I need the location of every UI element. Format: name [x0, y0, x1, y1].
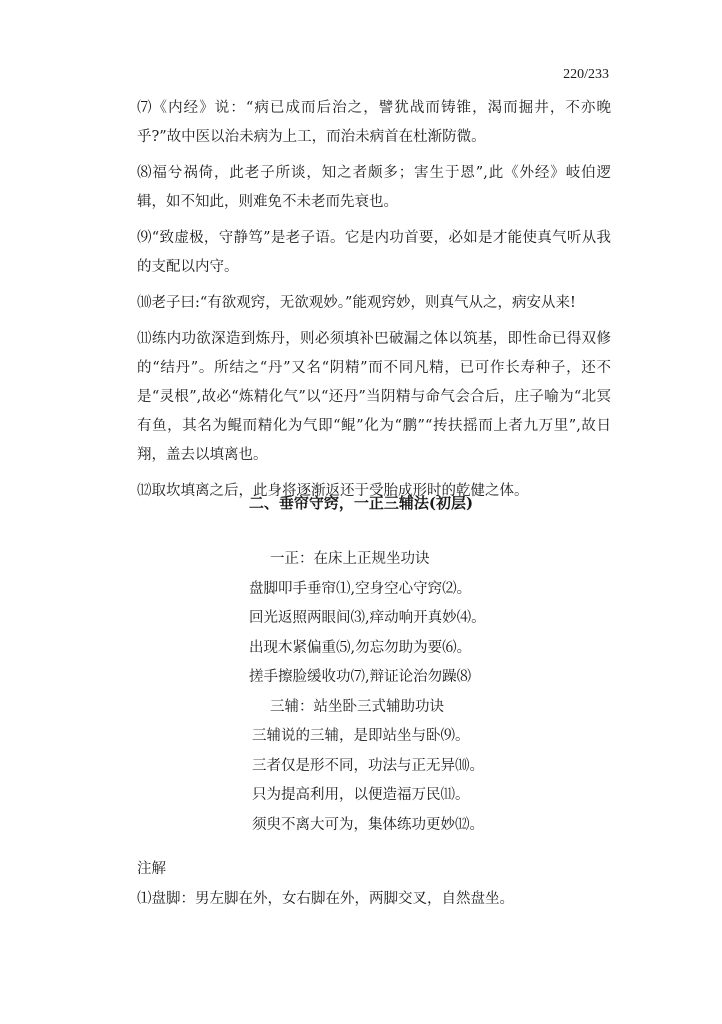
- poem-line: 出现木紧偏重⑸,勿忘勿助为要⑹。: [249, 639, 472, 656]
- annotation-item: ⑴盘脚：男左脚在外，女右脚在外，两脚交叉，自然盘坐。: [137, 891, 514, 907]
- poem-line: 盘脚叩手垂帘⑴,空身空心守窍⑵。: [249, 580, 472, 597]
- poem-section: [0, 545, 722, 840]
- poem-heading-san-fu: 三辅：站坐卧三式辅助功诀: [270, 698, 444, 715]
- notes-section: [137, 94, 611, 513]
- poem-line: 回光返照两眼间⑶,痒动响开真妙⑷。: [249, 610, 486, 626]
- poem-line: 三辅说的三辅，是即站坐与卧⑼。: [252, 728, 470, 744]
- annotation-section: [137, 858, 611, 910]
- note-9: ⑼“致虚极，守静笃”是老子语。它是内功首要，必如是才能使真气听从我的支配以内守。: [137, 230, 611, 275]
- section-title: 二、垂帘守窍，一正三辅法(初层): [248, 494, 474, 512]
- poem-line: 三者仅是形不同，功法与正无异⑽。: [252, 757, 484, 774]
- annotation-heading: 注解: [137, 861, 166, 877]
- note-12: ⑿取坎填离之后，此身将逐渐返还于受胎成形时的乾健之体。: [137, 483, 529, 499]
- poem-line: 搓手擦脸缓收功⑺,辩证论治勿躁⑻: [249, 669, 472, 685]
- note-11: ⑾练内功欲深造到炼丹，则必须填补巴破漏之体以筑基，即性命已得双修的“结丹”。所结之“丹”又名“阴精”而不同凡精，已可作长寿种子，还不是“灵根”,故必“炼精化气”以“还丹”当阴精与命气会合后，庄子喻为“北冥有鱼，其名为鲲而精化为气即“鲲”化为“鹏”“抟扶摇而上者九万里”,故日翔，盖去以填离也。: [137, 331, 611, 463]
- note-8: ⑻福兮祸倚，此老子所谈，知之者颇多；害生于恩”,此《外经》岐伯逻辑，如不知此，则难免不未老而先衰也。: [137, 165, 611, 210]
- note-7: ⑺《内经》说：“病已成而后治之，譬犹战而铸锥，渴而掘井，不亦晚乎?”故中医以治未病为上工，而治未病首在杜渐防微。: [137, 100, 611, 145]
- poem-line: 须臾不离大可为，集体练功更妙⑿。: [252, 816, 484, 833]
- note-10: ⑽老子曰:“有欲观窍，无欲观妙。”能观窍妙，则真气从之，病安从来!: [137, 295, 576, 311]
- page-number: 220/233: [563, 67, 609, 82]
- poem-heading-yi-zheng: 一正：在床上正规坐功诀: [270, 551, 430, 567]
- poem-line: 只为提高利用，以便造福万民⑾。: [252, 787, 470, 803]
